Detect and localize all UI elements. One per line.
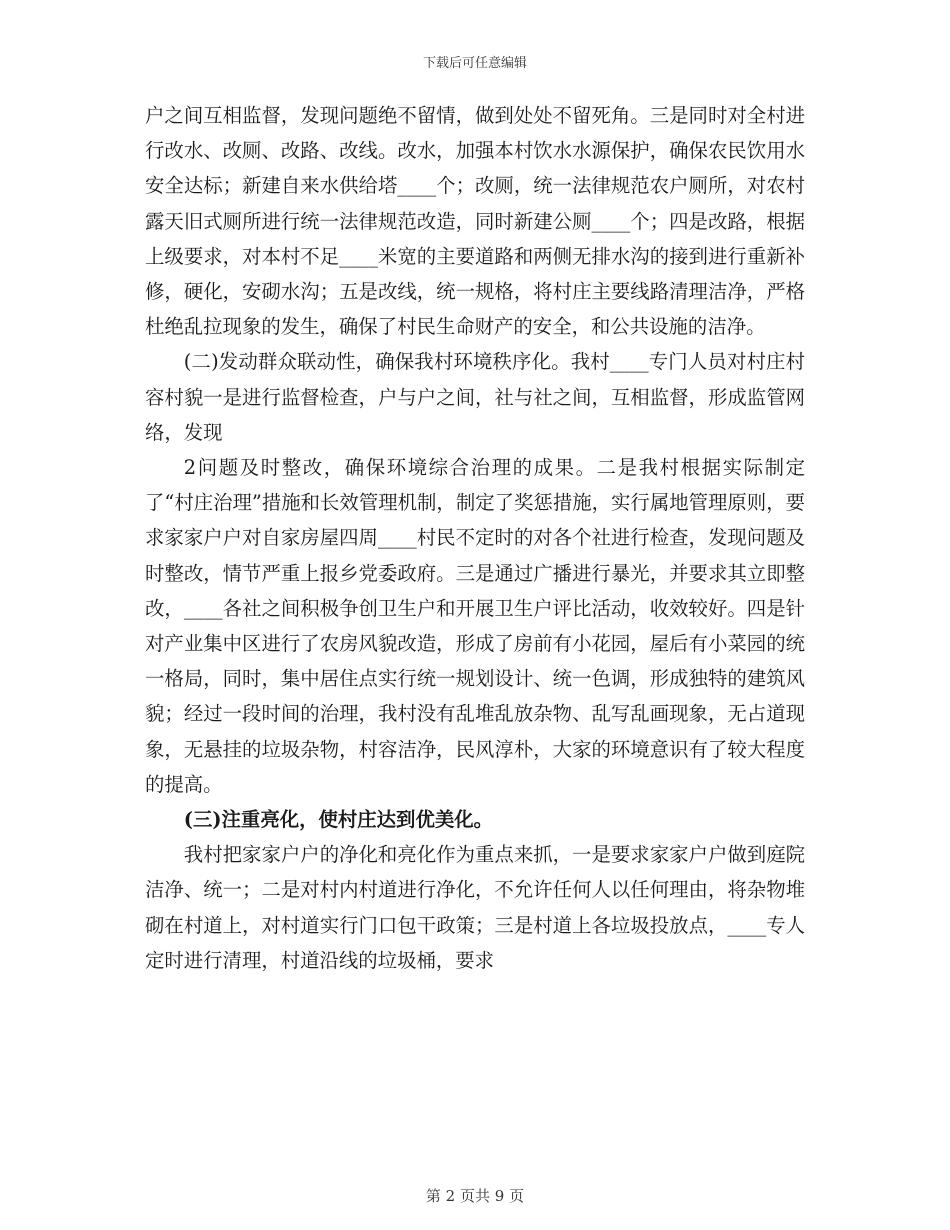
section-heading-3: (三)注重亮化，使村庄达到优美化。 [183, 808, 494, 832]
paragraph-section-2: (二)发动群众联动性，确保我村环境秩序化。我村____专门人员对村庄村容村貌一是进行监督检查，户与户之间，社与社之间，互相监督，形成监管网络，发现 [145, 350, 805, 444]
document-body [145, 98, 805, 978]
page-header: 下载后可任意编辑 [422, 56, 527, 71]
paragraph-lighting: 我村把家家户户的净化和亮化作为重点来抓，一是要求家家户户做到庭院洁净、统一；二是对村内村道进行净化，不允许任何人以任何理由，将杂物堆砌在村道上，对村道实行门口包干政策；三是村道上各垃圾投放点，____专人定时进行清理，村道沿线的垃圾桶，要求 [145, 843, 805, 972]
paragraph-continuation: 户之间互相监督，发现问题绝不留情，做到处处不留死角。三是同时对全村进行改水、改厕、改路、改线。改水，加强本村饮水水源保护，确保农民饮用水安全达标；新建自来水供给塔____个；改厕，统一法律规范农户厕所，对农村露天旧式厕所进行统一法律规范改造，同时新建公厕____个；四是改路，根据上级要求，对本村不足____米宽的主要道路和两侧无排水沟的接到进行重新补修，硬化，安砌水沟；五是改线，统一规格，将村庄主要线路清理洁净，严格杜绝乱拉现象的发生，确保了村民生命财产的安全，和公共设施的洁净。 [145, 104, 805, 339]
paragraph-measures: 2问题及时整改，确保环境综合治理的成果。二是我村根据实际制定了“村庄治理”措施和长效管理机制，制定了奖惩措施，实行属地管理原则，要求家家户户对自家房屋四周____村民不定时的对各个社进行检查，发现问题及时整改，情节严重上报乡党委政府。三是通过广播进行暴光，并要求其立即整改，____各社之间积极争创卫生户和开展卫生户评比活动，收效较好。四是针对产业集中区进行了农房风貌改造，形成了房前有小花园，屋后有小菜园的统一格局，同时，集中居住点实行统一规划设计、统一色调，形成独特的建筑风貌；经过一段时间的治理，我村没有乱堆乱放杂物、乱写乱画现象，无占道现象，无悬挂的垃圾杂物，村容洁净，民风淳朴，大家的环境意识有了较大程度的提高。 [145, 456, 805, 796]
page-footer: 第 2 页共 9 页 [425, 1187, 525, 1205]
